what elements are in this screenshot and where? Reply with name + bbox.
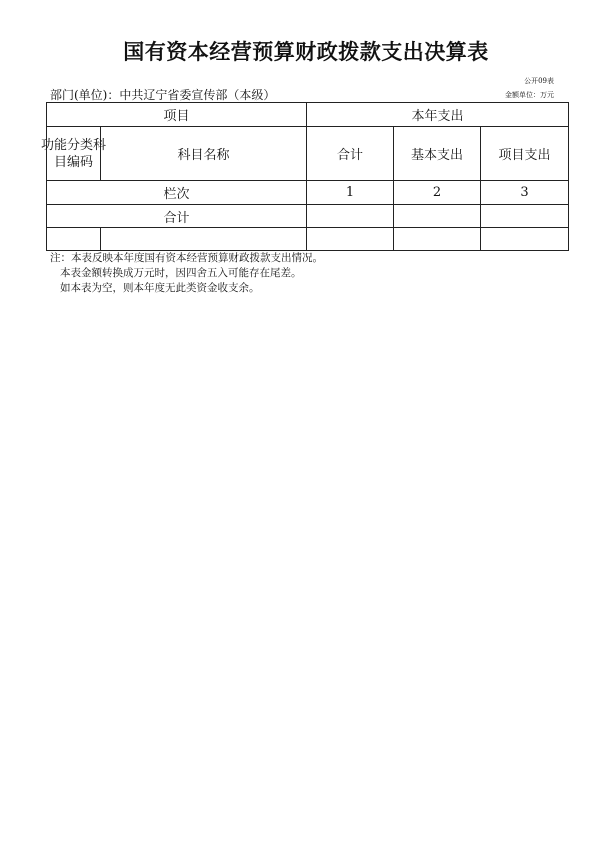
table-row-empty <box>47 228 569 251</box>
empty-total-cell <box>307 228 394 251</box>
function-code-line1: 功能分类科 <box>41 137 107 153</box>
empty-basic-cell <box>394 228 481 251</box>
header-total: 合计 <box>307 127 394 181</box>
header-item: 项目 <box>47 103 307 127</box>
header-current-year: 本年支出 <box>307 103 569 127</box>
row-index-label: 栏次 <box>47 181 307 205</box>
empty-name-cell <box>101 228 307 251</box>
table-row-total <box>47 205 569 228</box>
header-basic-expenditure: 基本支出 <box>394 127 481 181</box>
note-line: 如本表为空，则本年度无此类资金收支余。 <box>60 282 260 294</box>
row-index-2: 2 <box>394 181 481 205</box>
function-code-line2: 目编码 <box>53 154 93 170</box>
row-total-basic <box>394 205 481 228</box>
notes <box>50 251 323 296</box>
row-index-1: 1 <box>307 181 394 205</box>
empty-project-cell <box>481 228 569 251</box>
table-row-index <box>47 181 569 205</box>
row-total-sum <box>307 205 394 228</box>
empty-code-cell <box>47 228 101 251</box>
form-number: 公开09表 <box>524 77 554 85</box>
note-line: 注：本表反映本年度国有资本经营预算财政拨款支出情况。 <box>50 252 323 264</box>
expenditure-table <box>41 102 569 251</box>
department-label: 部门(单位)：中共辽宁省委宣传部（本级） <box>50 88 276 102</box>
row-index-3: 3 <box>481 181 569 205</box>
header-function-code <box>41 127 107 181</box>
unit-label: 金额单位：万元 <box>505 91 554 99</box>
header-subject-name: 科目名称 <box>101 127 307 181</box>
page-title: 国有资本经营预算财政拨款支出决算表 <box>123 39 489 64</box>
table-subheader-row <box>47 127 569 181</box>
table-header-row <box>47 103 569 127</box>
row-total-label: 合计 <box>47 205 307 228</box>
note-line: 本表金额转换成万元时，因四舍五入可能存在尾差。 <box>60 267 302 279</box>
row-total-project <box>481 205 569 228</box>
header-project-expenditure: 项目支出 <box>481 127 569 181</box>
